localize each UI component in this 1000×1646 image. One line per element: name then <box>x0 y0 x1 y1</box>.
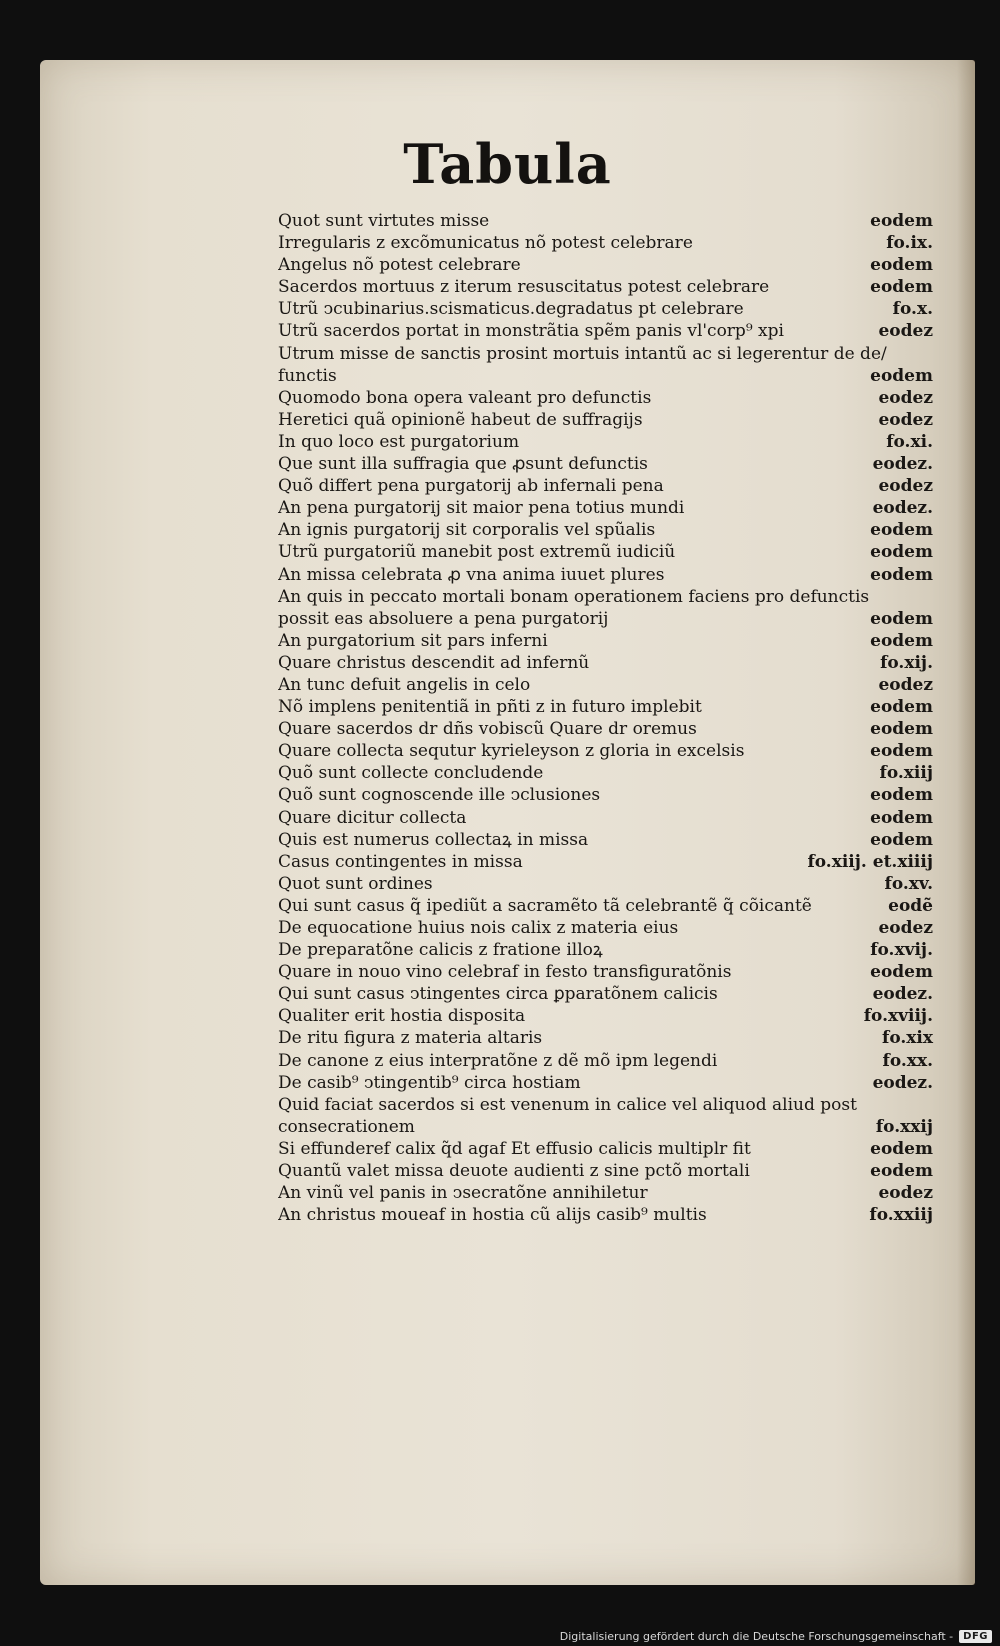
toc-entry-folio: eodem <box>870 697 933 718</box>
toc-entry-text: Quot sunt virtutes misse <box>278 211 490 231</box>
toc-entry-folio: fo.xx. <box>882 1050 933 1071</box>
toc-entry <box>278 939 933 961</box>
toc-entry <box>278 210 933 232</box>
toc-entry-folio: eodez <box>878 387 933 408</box>
toc-entry <box>278 497 933 519</box>
toc-entry-text: An pena purgatorij sit maior pena totius mundi <box>278 498 685 519</box>
toc-entry-text: Casus contingentes in missa <box>278 851 523 872</box>
toc-entry-text: In quo loco est purgatorium <box>278 431 520 452</box>
toc-entry-folio: eodez <box>878 1183 933 1204</box>
toc-entry <box>278 586 933 608</box>
toc-entry-text: De preparatõne calicis z fratione illoꝝ <box>278 940 603 961</box>
toc-entry-folio: eodez <box>878 918 933 938</box>
toc-entry-text: Quare christus descendit ad infernũ <box>278 652 590 673</box>
toc-entry-folio: eodez <box>878 674 933 695</box>
toc-entry-text: Quomodo bona opera valeant pro defunctis <box>278 387 652 408</box>
toc-entry-text: Qui sunt casus ↄtingentes circa ꝑparatõnem calicis <box>278 984 718 1005</box>
toc-entry-text: An quis in peccato mortali bonam operationem faciens pro defunctis <box>278 586 870 607</box>
toc-entry-folio: eodem <box>870 564 933 585</box>
toc-entry-text: An christus moueaf in hostia cũ alijs casib⁹ multis <box>278 1205 707 1226</box>
toc-entry-folio: fo.ix. <box>886 233 933 254</box>
toc-entry-text: Quare dicitur collecta <box>278 807 467 828</box>
toc-entry-folio: fo.x. <box>892 299 933 320</box>
toc-entry <box>278 608 933 630</box>
toc-entry-folio: eodem <box>870 520 933 541</box>
toc-entry <box>278 740 933 762</box>
toc-entry <box>278 343 933 365</box>
toc-entry-text: Quantũ valet missa deuote audienti z sine pctõ mortali <box>278 1161 750 1182</box>
toc-entry-folio: eodem <box>870 829 933 850</box>
toc-entry-folio: eodem <box>870 741 933 762</box>
toc-entry-text: Utrũ sacerdos portat in monstrãtia spẽm panis vl'corp⁹ xpi <box>278 321 784 342</box>
toc-entry-text: possit eas absoluere a pena purgatorij <box>278 608 609 629</box>
toc-entry <box>278 453 933 475</box>
toc-entry <box>278 784 933 806</box>
toc-entry-text: An missa celebrata ꝓ vna anima iuuet plures <box>278 564 665 585</box>
toc-entry-folio: eodez. <box>872 454 933 475</box>
toc-entry-folio: fo.xix <box>882 1028 933 1049</box>
toc-entry-folio: eodem <box>870 1161 933 1182</box>
toc-entry-folio: eodem <box>870 719 933 740</box>
toc-entry-folio: eodem <box>870 785 933 806</box>
toc-entry-folio: eodez. <box>872 1072 933 1093</box>
toc-entry <box>278 276 933 298</box>
toc-entry <box>278 387 933 409</box>
toc-entry-folio: eodez. <box>872 498 933 519</box>
toc-entry-text: Utrũ purgatoriũ manebit post extremũ iudiciũ <box>278 542 676 563</box>
toc-entry-folio: fo.xiij <box>879 763 933 784</box>
toc-entry-text: Si effunderef calix q̃d agaf Et effusio calicis multiplr fit <box>278 1138 751 1159</box>
toc-entry <box>278 320 933 342</box>
toc-entry-folio: eodem <box>870 542 933 563</box>
toc-entry-text: Qui sunt casus q̃ ipediũt a sacramẽto tã celebrantẽ q̃ cõicantẽ <box>278 895 812 916</box>
toc-entry <box>278 1005 933 1027</box>
toc-entry <box>278 1160 933 1182</box>
toc-entry <box>278 696 933 718</box>
toc-entry-folio: fo.xxiij <box>869 1205 933 1226</box>
toc-entry <box>278 829 933 851</box>
toc-entry-text: An ignis purgatorij sit corporalis vel spũalis <box>278 520 656 541</box>
toc-entry <box>278 917 933 939</box>
toc-entry <box>278 475 933 497</box>
toc-entry <box>278 1050 933 1072</box>
toc-entry-text: Quid faciat sacerdos si est venenum in calice vel aliquod aliud post <box>278 1094 857 1115</box>
funding-credit <box>560 1630 992 1643</box>
toc-entry <box>278 807 933 829</box>
toc-entry <box>278 519 933 541</box>
toc-entry <box>278 762 933 784</box>
toc-entry-folio: eodem <box>870 807 933 828</box>
toc-entry-folio: eodem <box>870 365 933 386</box>
toc-entry-text: Angelus nõ potest celebrare <box>278 255 521 276</box>
toc-entry-folio: fo.xv. <box>884 873 933 894</box>
toc-entry-text: De equocatione huius nois calix z materia eius <box>278 918 679 938</box>
toc-entry <box>278 652 933 674</box>
toc-entry-folio: fo.xiij. et.xiiij <box>807 851 933 872</box>
table-of-contents <box>278 210 933 1226</box>
page-title: Tabula <box>403 132 612 196</box>
toc-entry <box>278 718 933 740</box>
toc-entry <box>278 232 933 254</box>
toc-entry-text: De ritu figura z materia altaris <box>278 1028 543 1049</box>
toc-entry-text: Quot sunt ordines <box>278 873 433 894</box>
toc-entry <box>278 541 933 563</box>
toc-entry-folio: eodem <box>870 211 933 231</box>
toc-entry <box>278 1204 933 1226</box>
toc-entry <box>278 409 933 431</box>
toc-entry-folio: eodem <box>870 608 933 629</box>
toc-entry <box>278 298 933 320</box>
toc-entry <box>278 365 933 387</box>
toc-entry <box>278 895 933 917</box>
toc-entry-text: Qualiter erit hostia disposita <box>278 1006 526 1027</box>
toc-entry-folio: fo.xi. <box>886 431 933 452</box>
toc-entry <box>278 564 933 586</box>
toc-entry <box>278 1027 933 1049</box>
toc-entry-folio: eodẽ <box>888 895 933 916</box>
toc-entry-text: Quare in nouo vino celebraf in festo transfiguratõnis <box>278 962 732 983</box>
toc-entry <box>278 630 933 652</box>
toc-entry-folio: eodem <box>870 277 933 298</box>
toc-entry-folio: eodem <box>870 1138 933 1159</box>
toc-entry-folio: eodez <box>878 476 933 497</box>
toc-entry-text: Heretici quã opinionẽ habeut de suffragijs <box>278 409 643 430</box>
toc-entry-folio: fo.xxij <box>875 1116 933 1137</box>
credit-text: Digitalisierung gefördert durch die Deutsche Forschungsgemeinschaft - <box>559 1630 954 1643</box>
toc-entry-text: Nõ implens penitentiã in pñti z in futuro implebit <box>278 697 702 718</box>
toc-entry-text: functis <box>278 365 337 386</box>
toc-entry-text: An purgatorium sit pars inferni <box>278 630 548 651</box>
book-page <box>40 60 975 1585</box>
toc-entry-text: De canone z eius interpratõne z dẽ mõ ipm legendi <box>278 1050 718 1071</box>
toc-entry-text: Quare collecta sequtur kyrieleyson z gloria in excelsis <box>278 741 745 762</box>
toc-entry-folio: eodez. <box>872 984 933 1005</box>
toc-entry-text: An vinũ vel panis in ↄsecratõne annihiletur <box>278 1183 648 1204</box>
toc-entry-text: De casib⁹ ↄtingentib⁹ circa hostiam <box>278 1072 581 1093</box>
toc-entry-folio: fo.xvij. <box>870 940 933 961</box>
toc-entry <box>278 983 933 1005</box>
toc-entry <box>278 1094 933 1116</box>
toc-entry-text: Quõ differt pena purgatorij ab infernali pena <box>278 476 664 497</box>
toc-entry-text: Irregularis z excõmunicatus nõ potest celebrare <box>278 233 693 254</box>
toc-entry <box>278 851 933 873</box>
toc-entry-text: consecrationem <box>278 1116 415 1137</box>
toc-entry-text: Quare sacerdos dr dñs vobiscũ Quare dr oremus <box>278 719 697 740</box>
toc-entry <box>278 961 933 983</box>
toc-entry-text: Que sunt illa suffragia que ꝓsunt defunctis <box>278 454 648 475</box>
toc-entry-text: Quis est numerus collectaꝝ in missa <box>278 829 589 850</box>
dfg-logo: DFG <box>959 1630 992 1643</box>
toc-entry-folio: eodez <box>878 321 933 342</box>
toc-entry-folio: eodem <box>870 255 933 276</box>
toc-entry <box>278 254 933 276</box>
toc-entry-text: Quõ sunt collecte concludende <box>278 763 544 784</box>
toc-entry-text: Sacerdos mortuus z iterum resuscitatus potest celebrare <box>278 277 770 298</box>
toc-entry <box>278 674 933 696</box>
toc-entry-folio: eodem <box>870 962 933 983</box>
toc-entry <box>278 1182 933 1204</box>
toc-entry-folio: eodez <box>878 409 933 430</box>
toc-entry-text: An tunc defuit angelis in celo <box>278 674 531 695</box>
toc-entry <box>278 1138 933 1160</box>
toc-entry <box>278 431 933 453</box>
toc-entry-text: Utrum misse de sanctis prosint mortuis intantũ ac si legerentur de de/ <box>278 343 887 364</box>
toc-entry <box>278 1116 933 1138</box>
page-edge-shadow <box>957 60 975 1585</box>
toc-entry-folio: eodem <box>870 630 933 651</box>
toc-entry-text: Quõ sunt cognoscende ille ↄclusiones <box>278 785 601 806</box>
toc-entry-folio: fo.xviij. <box>863 1006 933 1027</box>
toc-entry <box>278 873 933 895</box>
toc-entry <box>278 1072 933 1094</box>
toc-entry-folio: fo.xij. <box>880 652 933 673</box>
toc-entry-text: Utrũ ↄcubinarius.scismaticus.degradatus pt celebrare <box>278 299 744 320</box>
